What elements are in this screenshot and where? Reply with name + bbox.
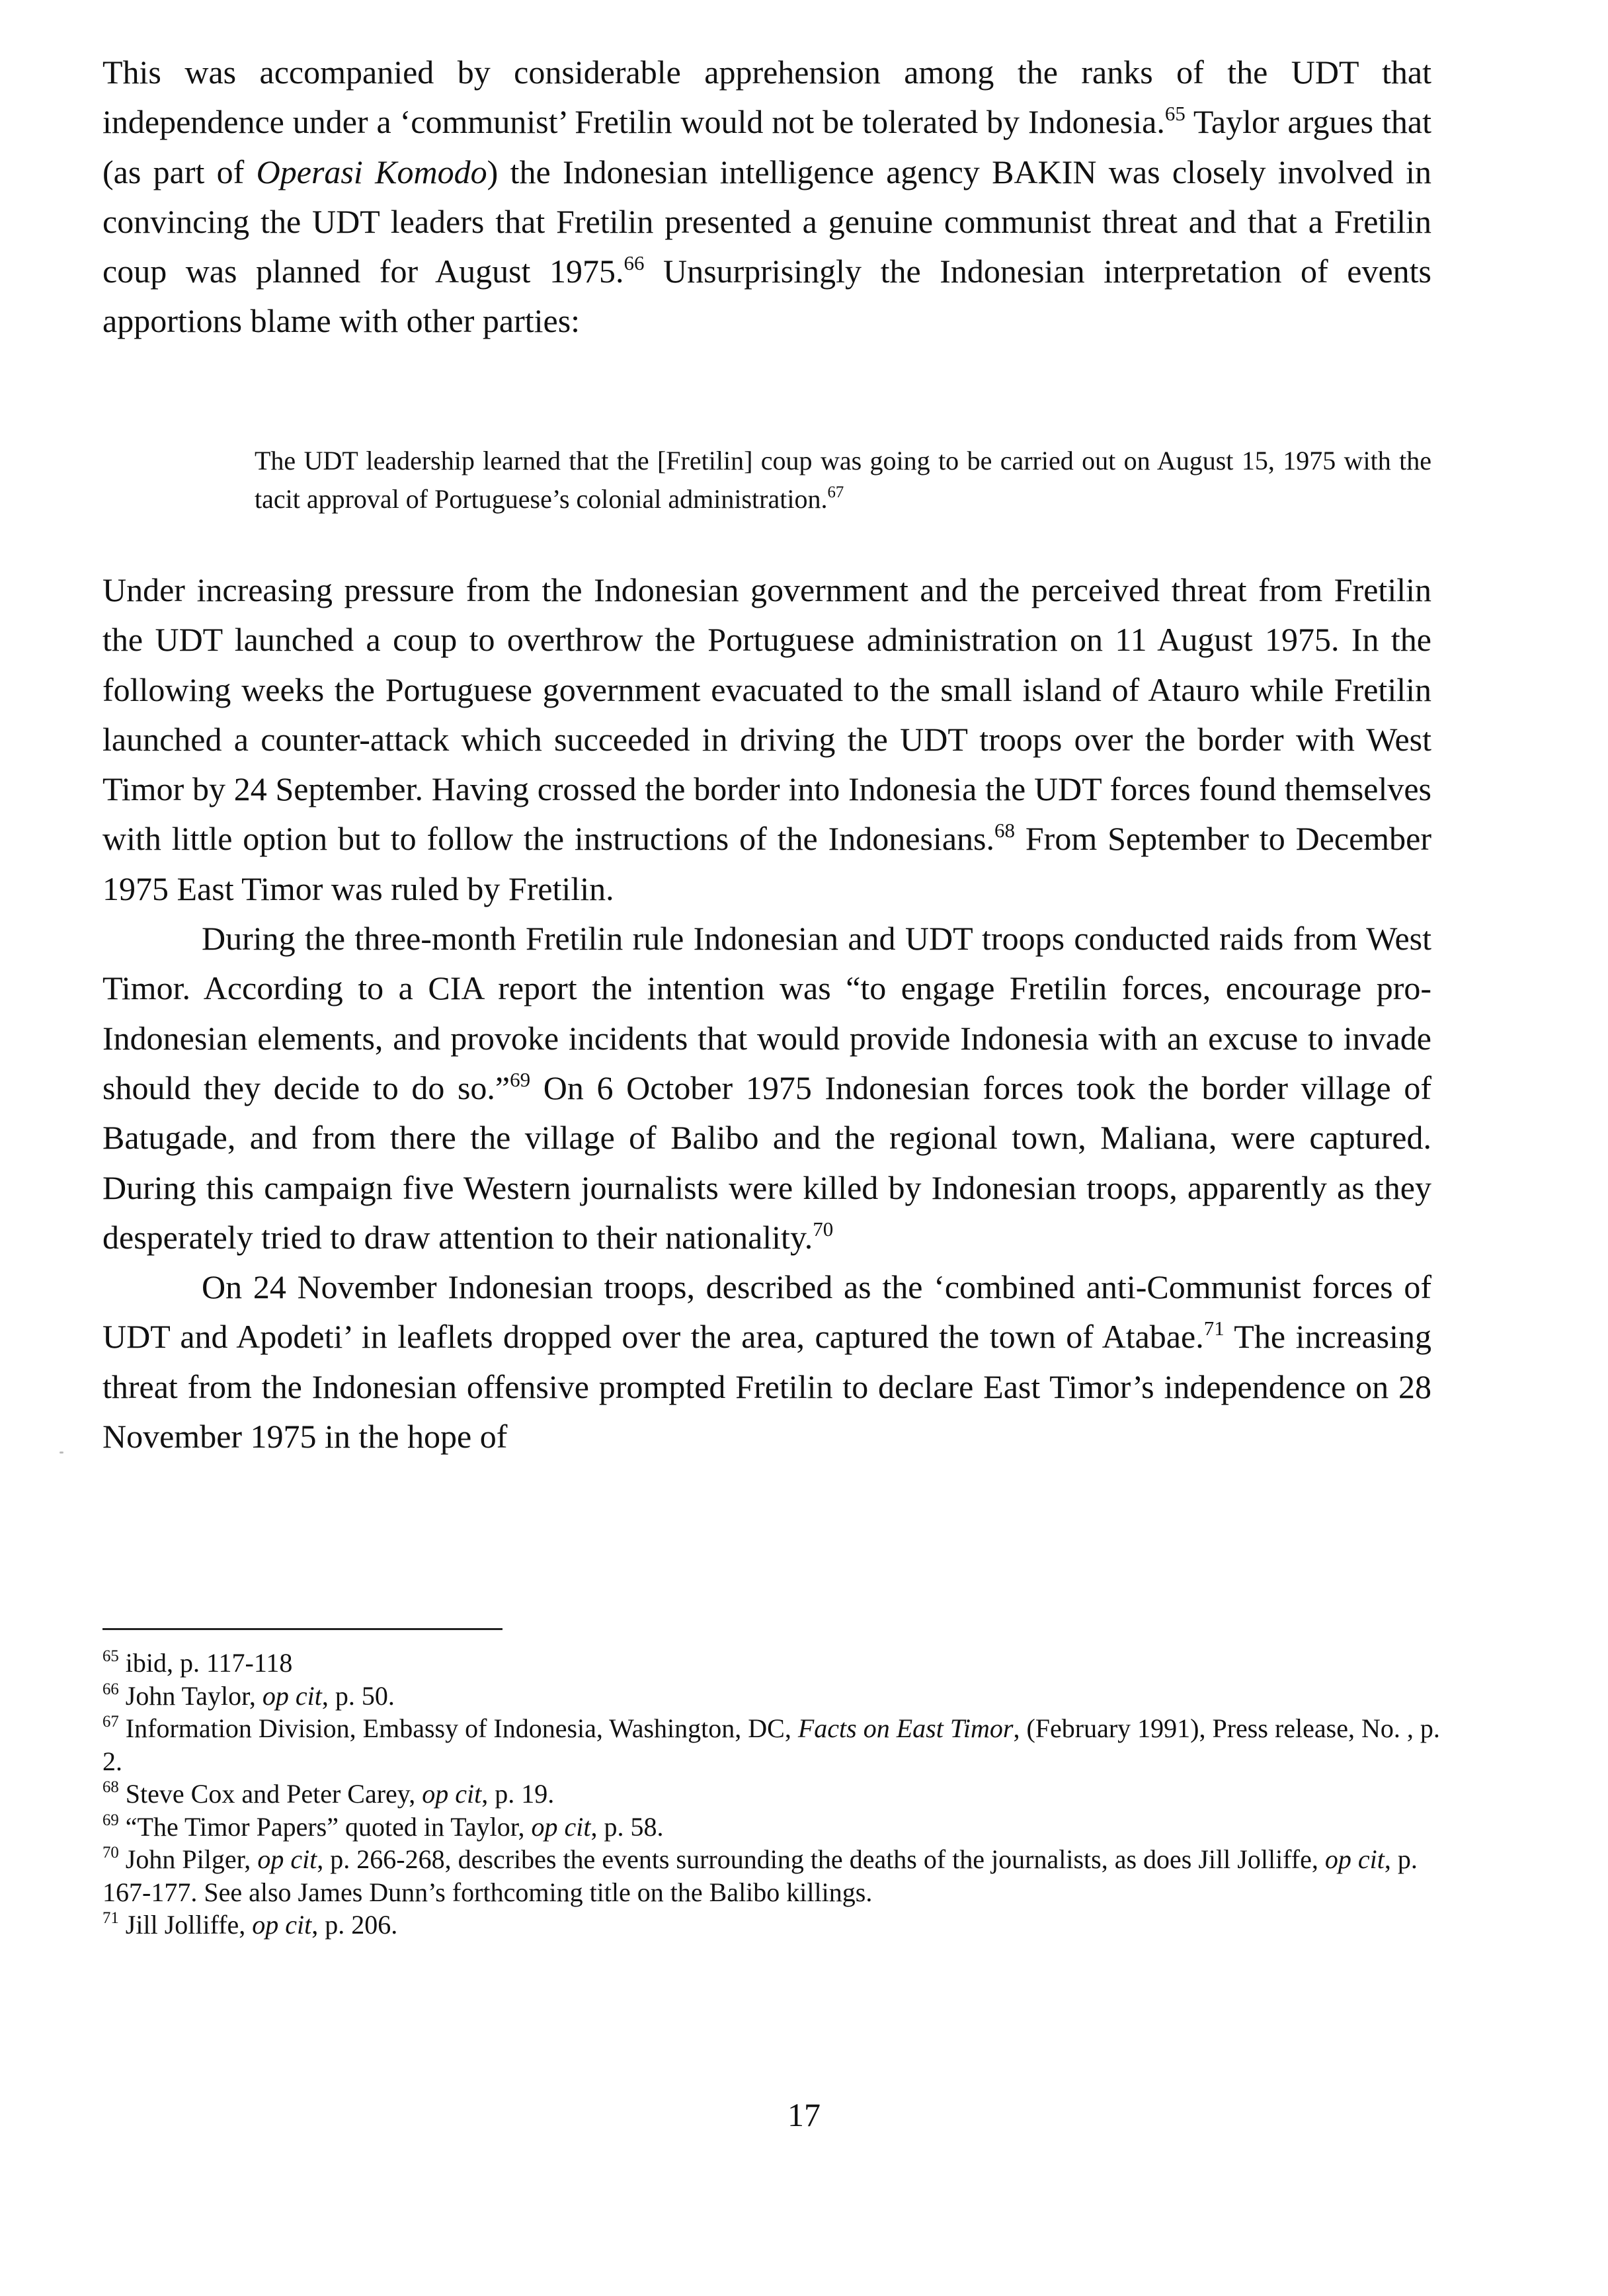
paragraph-3-text-1: During the three-month Fretilin rule Indonesian and UDT troops conducted raids from West Timor. According to a CIA report the intention was “to engage Fretilin forces, encourage pro-Indonesian elements, and provoke incidents that would provide Indonesia with an excuse to invade should they decide to do so.” [102, 920, 1431, 1106]
footnote-ref-66[interactable]: 66 [623, 251, 645, 274]
footnote-text: , p. 167-177. See also James Dunn’s forthcoming title on the Balibo killings. [102, 1844, 1418, 1907]
body-text-top [102, 48, 1431, 347]
paragraph-1-text-3: ) the Indonesian intelligence agency BAKIN was closely involved in convincing the UDT leaders that Fretilin presented a genuine communist threat and that a Fretilin coup was planned for August 1975. [102, 153, 1431, 290]
footnote-number: 70 [102, 1844, 119, 1862]
paragraph-3-text-2: On 6 October 1975 Indonesian forces took the border village of Batugade, and from there the village of Balibo and the regional town, Maliana, were captured. During this campaign five Western journalists were killed by Indonesian troops, apparently as they desperately tried to draw attention to their nationality. [102, 1069, 1431, 1256]
footnote-text: John Pilger, [118, 1844, 258, 1874]
footnote-italic: op cit [262, 1680, 322, 1711]
footnote-ref-70[interactable]: 70 [813, 1217, 834, 1241]
footnote-divider [102, 1628, 502, 1630]
footnote-number: 67 [102, 1713, 119, 1731]
paragraph-1-text-1: This was accompanied by considerable apprehension among the ranks of the UDT that independence under a ‘communist’ Fretilin would not be tolerated by Indonesia. [102, 54, 1431, 141]
footnote-71 [102, 1908, 1465, 1942]
paragraph-3 [102, 914, 1431, 1262]
paragraph-4-text-1: On 24 November Indonesian troops, described as the ‘combined anti-Communist forces of UDT and Apodeti’ in leaflets dropped over the area, captured the town of Atabae. [102, 1268, 1431, 1356]
paragraph-4 [102, 1262, 1431, 1461]
footnote-ref-71[interactable]: 71 [1203, 1317, 1225, 1340]
footnote-68 [102, 1778, 1465, 1811]
footnote-ref-65[interactable]: 65 [1164, 102, 1186, 126]
block-quote-text: The UDT leadership learned that the [Fretilin] coup was going to be carried out on August 15, 1975 with the tacit approval of Portuguese’s colonial administration. [255, 446, 1431, 514]
footnote-ref-67[interactable]: 67 [827, 483, 844, 502]
operation-name: Operasi Komodo [256, 153, 487, 190]
page-number: 17 [787, 2096, 821, 2133]
footnote-text: , p. 19. [481, 1779, 555, 1809]
footnote-67 [102, 1712, 1465, 1778]
footnote-ref-68[interactable]: 68 [994, 819, 1015, 842]
footnote-66 [102, 1680, 1465, 1713]
footnote-69 [102, 1811, 1465, 1844]
footnote-italic: op cit [1324, 1844, 1385, 1874]
paragraph-2 [102, 565, 1431, 914]
footnote-italic: op cit [252, 1910, 312, 1940]
footnote-text: John Taylor, [118, 1680, 262, 1711]
paragraph-1-text-4: Unsurprisingly the Indonesian interpretation of events apportions blame with other parties: [102, 253, 1431, 340]
footnote-text: , p. 206. [311, 1910, 398, 1940]
footnote-text: , p. 50. [321, 1680, 395, 1711]
footnote-number: 69 [102, 1811, 119, 1829]
body-text-main [102, 565, 1431, 1461]
footnote-text: , (February 1991), Press release, No. , p. 2. [102, 1713, 1440, 1776]
footnote-number: 71 [102, 1909, 119, 1928]
footnote-number: 68 [102, 1778, 119, 1797]
footnote-italic: op cit [257, 1844, 317, 1874]
paragraph-1-text-2: Taylor argues that (as part of [102, 103, 1431, 190]
paragraph-1 [102, 48, 1431, 347]
footnote-number: 65 [102, 1647, 119, 1666]
footnote-text: “The Timor Papers” quoted in Taylor, [118, 1811, 532, 1842]
paragraph-2-text-2: From September to December 1975 East Timor was ruled by Fretilin. [102, 820, 1431, 907]
footnote-text: , p. 266-268, describes the events surrounding the deaths of the journalists, as does Jill Jolliffe, [317, 1844, 1325, 1874]
footnote-italic: op cit [531, 1811, 591, 1842]
footnote-italic: Facts on East Timor [797, 1713, 1014, 1743]
footnote-ref-69[interactable]: 69 [510, 1067, 531, 1091]
block-quote [255, 442, 1431, 518]
footnote-text: Jill Jolliffe, [118, 1910, 253, 1940]
footnote-text: Information Division, Embassy of Indonesia, Washington, DC, [118, 1713, 798, 1743]
footnote-text: , p. 58. [590, 1811, 664, 1842]
footnote-65 [102, 1647, 1465, 1680]
footnote-text: ibid, p. 117-118 [118, 1648, 293, 1678]
footnotes-list [102, 1647, 1465, 1942]
footnote-number: 66 [102, 1680, 119, 1698]
scan-speck [60, 1452, 63, 1454]
footnote-text: Steve Cox and Peter Carey, [118, 1779, 422, 1809]
footnote-italic: op cit [422, 1779, 482, 1809]
paragraph-4-text-2: The increasing threat from the Indonesian offensive prompted Fretilin to declare East Timor’s independence on 28 November 1975 in the hope of [102, 1318, 1431, 1456]
paragraph-2-text-1: Under increasing pressure from the Indonesian government and the perceived threat from Fretilin the UDT launched a coup to overthrow the Portuguese administration on 11 August 1975. In the following weeks the Portuguese government evacuated to the small island of Atauro while Fretilin launched a counter-attack which succeeded in driving the UDT troops over the border with West Timor by 24 September. Having crossed the border into Indonesia the UDT forces found themselves with little option but to follow the instructions of the Indonesians. [102, 571, 1431, 858]
footnote-70 [102, 1843, 1465, 1908]
